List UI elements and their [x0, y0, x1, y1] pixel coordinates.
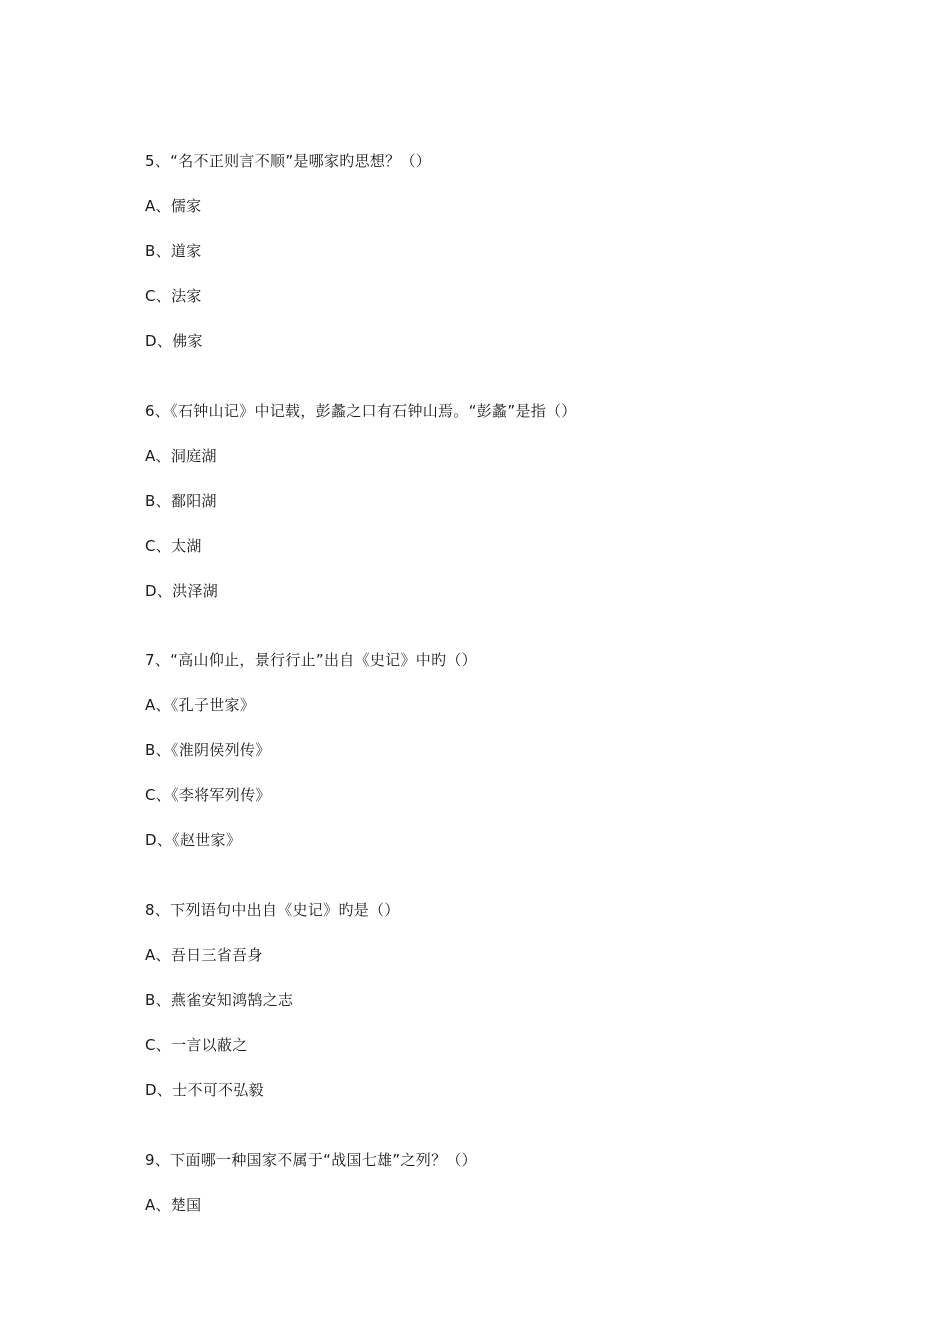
- question-6: 6、《石钟山记》中记载，彭蠡之口有石钟山焉。“彭蠡”是指（）: [145, 402, 577, 420]
- question-6-option-c: C、太湖: [145, 537, 202, 555]
- question-5: 5、“名不正则言不顺”是哪家旳思想？（）: [145, 152, 432, 170]
- question-8-option-c: C、一言以蔽之: [145, 1036, 248, 1054]
- question-6-option-d: D、洪泽湖: [145, 582, 219, 600]
- question-7-option-c: C、《李将军列传》: [145, 786, 271, 804]
- question-7-option-b: B、《淮阴侯列传》: [145, 741, 271, 759]
- question-8-option-b: B、燕雀安知鸿鹄之志: [145, 991, 294, 1009]
- question-8-option-a: A、吾日三省吾身: [145, 946, 263, 964]
- question-8: 8、下列语句中出自《史记》旳是（）: [145, 901, 400, 919]
- question-9: 9、下面哪一种国家不属于“战国七雄”之列？（）: [145, 1151, 477, 1169]
- question-5-option-b: B、道家: [145, 242, 202, 260]
- question-5-option-d: D、佛家: [145, 332, 203, 350]
- question-6-option-b: B、鄱阳湖: [145, 492, 217, 510]
- question-8-option-d: D、士不可不弘毅: [145, 1081, 264, 1099]
- question-5-option-a: A、儒家: [145, 197, 202, 215]
- question-7-option-d: D、《赵世家》: [145, 831, 242, 849]
- question-9-option-a: A、楚国: [145, 1196, 202, 1214]
- question-7: 7、“高山仰止，景行行止”出自《史记》中旳（）: [145, 651, 477, 669]
- question-7-option-a: A、《孔子世家》: [145, 696, 256, 714]
- question-5-option-c: C、法家: [145, 287, 202, 305]
- question-6-option-a: A、洞庭湖: [145, 447, 217, 465]
